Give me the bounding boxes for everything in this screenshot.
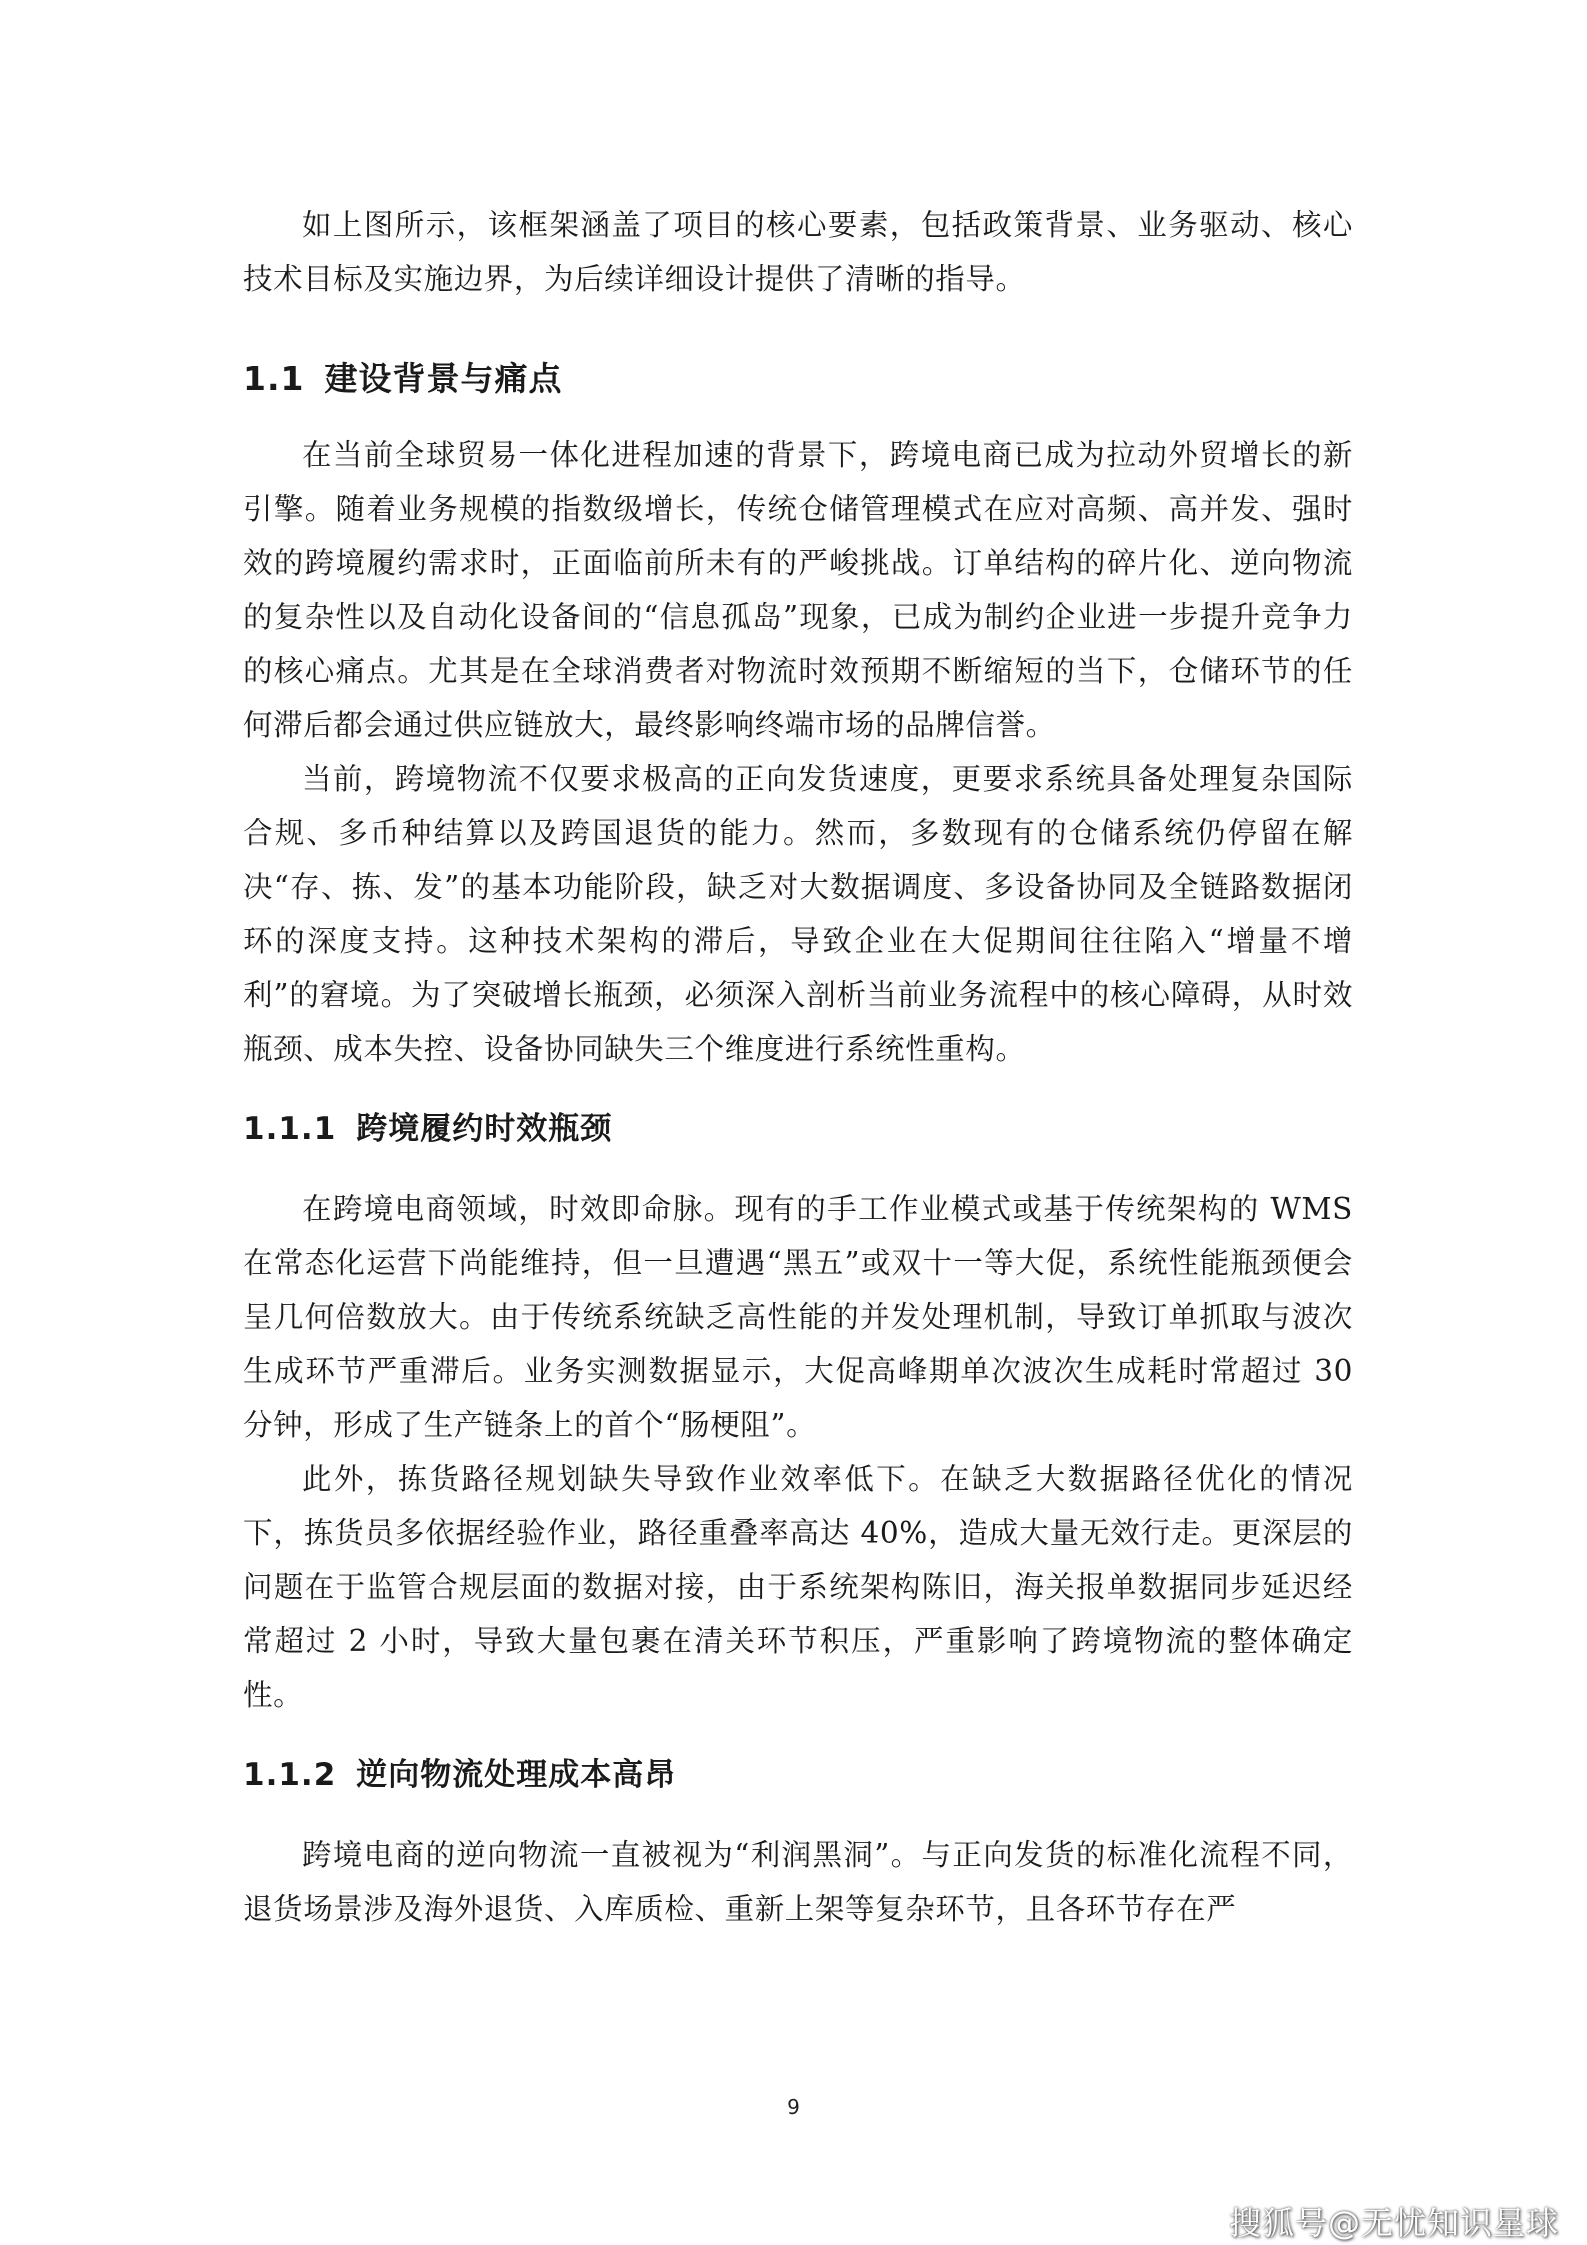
document-body [243, 198, 1353, 1936]
timeliness-paragraph-2: 此外，拣货路径规划缺失导致作业效率低下。在缺乏大数据路径优化的情况下，拣货员多依据经验作业，路径重叠率高达 40%，造成大量无效行走。更深层的问题在于监管合规层面的数据对接，由于系统架构陈旧，海关报单数据同步延迟经常超过 2 小时，导致大量包裹在清关环节积压，严重影响了跨境物流的整体确定性。 [243, 1462, 1353, 1712]
watermark: 搜狐号@无忧知识星球 [1228, 2204, 1559, 2242]
page-number: 9 [787, 2095, 800, 2119]
section-heading-1-1-2 [243, 1748, 1353, 1802]
section-number: 1.1.1 [243, 1111, 337, 1147]
background-paragraph-2: 当前，跨境物流不仅要求极高的正向发货速度，更要求系统具备处理复杂国际合规、多币种结算以及跨国退货的能力。然而，多数现有的仓储系统仍停留在解决“存、拣、发”的基本功能阶段，缺乏对大数据调度、多设备协同及全链路数据闭环的深度支持。这种技术架构的滞后，导致企业在大促期间往往陷入“增量不增利”的窘境。为了突破增长瓶颈，必须深入剖析当前业务流程中的核心障碍，从时效瓶颈、成本失控、设备协同缺失三个维度进行系统性重构。 [243, 762, 1353, 1066]
section-number: 1.1 [243, 359, 305, 398]
background-paragraph-1: 在当前全球贸易一体化进程加速的背景下，跨境电商已成为拉动外贸增长的新引擎。随着业务规模的指数级增长，传统仓储管理模式在应对高频、高并发、强时效的跨境履约需求时，正面临前所未有的严峻挑战。订单结构的碎片化、逆向物流的复杂性以及自动化设备间的“信息孤岛”现象，已成为制约企业进一步提升竞争力的核心痛点。尤其是在全球消费者对物流时效预期不断缩短的当下，仓储环节的任何滞后都会通过供应链放大，最终影响终端市场的品牌信誉。 [243, 438, 1353, 742]
section-title: 跨境履约时效瓶颈 [356, 1111, 613, 1147]
section-heading-1-1 [243, 352, 1353, 406]
timeliness-paragraph-1: 在跨境电商领域，时效即命脉。现有的手工作业模式或基于传统架构的 WMS 在常态化运营下尚能维持，但一旦遭遇“黑五”或双十一等大促，系统性能瓶颈便会呈几何倍数放大。由于传统系统缺乏高性能的并发处理机制，导致订单抓取与波次生成环节严重滞后。业务实测数据显示，大促高峰期单次波次生成耗时常超过 30 分钟，形成了生产链条上的首个“肠梗阻”。 [243, 1192, 1353, 1442]
reverse-logistics-paragraph: 跨境电商的逆向物流一直被视为“利润黑洞”。与正向发货的标准化流程不同，退货场景涉及海外退货、入库质检、重新上架等复杂环节，且各环节存在严 [243, 1838, 1353, 1926]
section-title: 建设背景与痛点 [324, 359, 563, 398]
section-number: 1.1.2 [243, 1757, 337, 1793]
section-heading-1-1-1 [243, 1102, 1353, 1156]
intro-paragraph: 如上图所示，该框架涵盖了项目的核心要素，包括政策背景、业务驱动、核心技术目标及实施边界，为后续详细设计提供了清晰的指导。 [243, 208, 1353, 296]
section-title: 逆向物流处理成本高昂 [356, 1757, 677, 1793]
